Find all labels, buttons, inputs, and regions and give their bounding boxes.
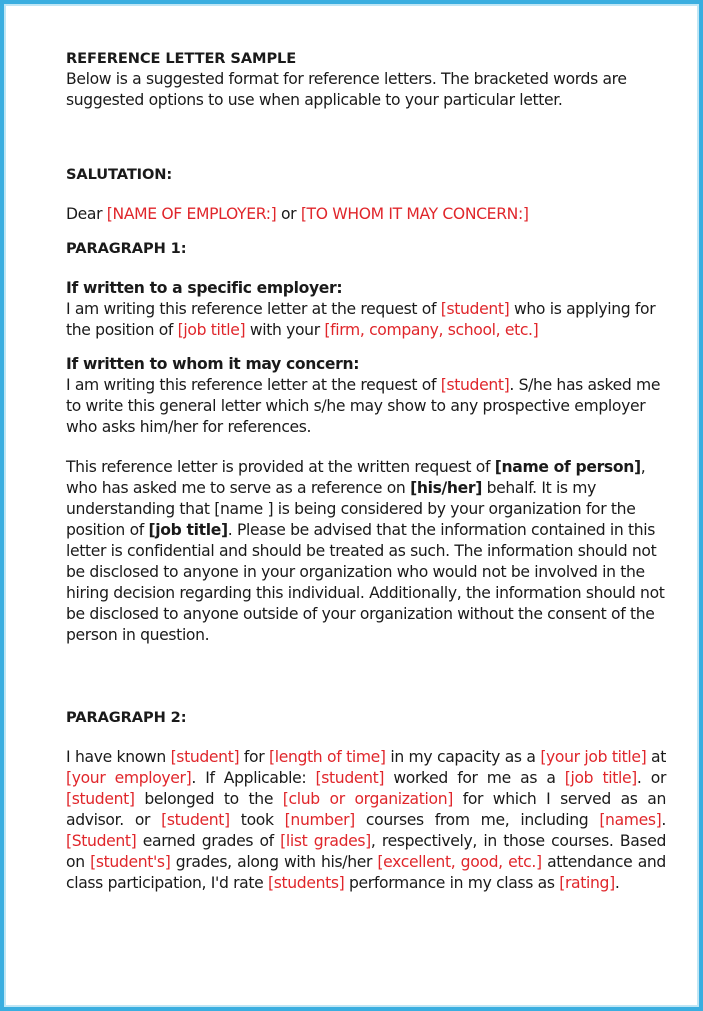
text-segment: with your (245, 321, 325, 339)
text-segment: I am writing this reference letter at the request of (66, 376, 441, 394)
placeholder-to-whom: [TO WHOM IT MAY CONCERN:] (300, 205, 529, 223)
intro-text: Below is a suggested format for reference letters. The bracketed words are suggested options to use when applicable to your particular letter. (66, 70, 627, 109)
text-segment: I am writing this reference letter at the request of (66, 300, 441, 318)
placeholder-student: [student] (440, 300, 510, 318)
placeholder-student: [student] (440, 376, 510, 394)
placeholder-text: [student] (161, 811, 230, 829)
placeholder-firm: [firm, company, school, etc.] (324, 321, 539, 339)
dear-text: Dear (66, 205, 107, 223)
text-segment: . If Applicable: (191, 769, 316, 787)
or-text: or (276, 205, 301, 223)
placeholder-name-of-person: [name of person] (494, 458, 641, 476)
placeholder-text: [Student] (66, 832, 137, 850)
text-segment: , who has asked me to serve as a reference on (66, 458, 646, 497)
text-segment: . or (636, 769, 667, 787)
placeholder-job-title: [job title] (148, 521, 228, 539)
placeholder-his-her: [his/her] (410, 479, 482, 497)
placeholder-text: [length of time] (269, 748, 386, 766)
whom-concern-text (66, 375, 666, 438)
specific-employer-text (66, 299, 666, 341)
text-segment: for (239, 748, 269, 766)
paragraph1-heading: PARAGRAPH 1: (66, 240, 187, 257)
text-segment: . S/he has asked me to write this general letter which s/he may show to any prospective employer who asks him/her for references. (66, 376, 661, 436)
placeholder-job-title: [job title] (177, 321, 246, 339)
text-segment: . (661, 811, 666, 829)
text-segment: who is applying for the position of (66, 300, 656, 339)
placeholder-text: [student] (170, 748, 240, 766)
salutation-heading: SALUTATION: (66, 166, 173, 183)
text-segment: worked for me as a (384, 769, 565, 787)
text-segment: at (646, 748, 666, 766)
document-title: REFERENCE LETTER SAMPLE (66, 50, 297, 67)
text-segment: . Please be advised that the information contained in this letter is confidential and should be treated as such. The information should not be disclosed to anyone in your organization who would not be involved in the hiring decision regarding this individual. Additionally, the information should not be disclosed to anyone outside of your organization without the consent of the person in question. (66, 521, 665, 644)
placeholder-text: [names] (599, 811, 662, 829)
placeholder-text: [your employer] (66, 769, 192, 787)
placeholder-text: [club or organization] (282, 790, 453, 808)
text-segment: , respectively, in those courses. Based on (66, 832, 667, 871)
placeholder-text: [job title] (564, 769, 637, 787)
text-segment: courses from me, including (354, 811, 600, 829)
text-segment: performance in my class as (344, 874, 560, 892)
placeholder-text: [your job title] (540, 748, 647, 766)
text-segment: for which I served as an advisor. or (66, 790, 666, 829)
placeholder-text: [number] (284, 811, 355, 829)
placeholder-text: [list grades] (280, 832, 371, 850)
placeholder-text: [student's] (90, 853, 171, 871)
document-page (66, 48, 666, 894)
confidentiality-paragraph (66, 457, 666, 646)
specific-employer-subheading: If written to a specific employer: (66, 279, 343, 297)
whom-concern-subheading: If written to whom it may concern: (66, 355, 360, 373)
text-segment: grades, along with his/her (170, 853, 378, 871)
text-segment: belonged to the (134, 790, 283, 808)
text-segment: earned grades of (136, 832, 281, 850)
placeholder-text: [rating] (559, 874, 615, 892)
placeholder-text: [students] (268, 874, 345, 892)
text-segment: This reference letter is provided at the written request of (66, 458, 495, 476)
salutation-line (66, 204, 666, 225)
text-segment: attendance and class participation, I'd rate (66, 853, 666, 892)
text-segment: I have known (66, 748, 171, 766)
placeholder-name-of-employer: [NAME OF EMPLOYER:] (106, 205, 277, 223)
text-segment: behalf. It is my understanding that [name ] is being considered by your organization for the position of (66, 479, 636, 539)
text-segment: . (614, 874, 620, 892)
paragraph2-text (66, 747, 666, 894)
placeholder-text: [excellent, good, etc.] (377, 853, 542, 871)
paragraph2-heading: PARAGRAPH 2: (66, 709, 187, 726)
placeholder-text: [student] (66, 790, 135, 808)
text-segment: in my capacity as a (385, 748, 541, 766)
text-segment: took (229, 811, 285, 829)
placeholder-text: [student] (315, 769, 385, 787)
